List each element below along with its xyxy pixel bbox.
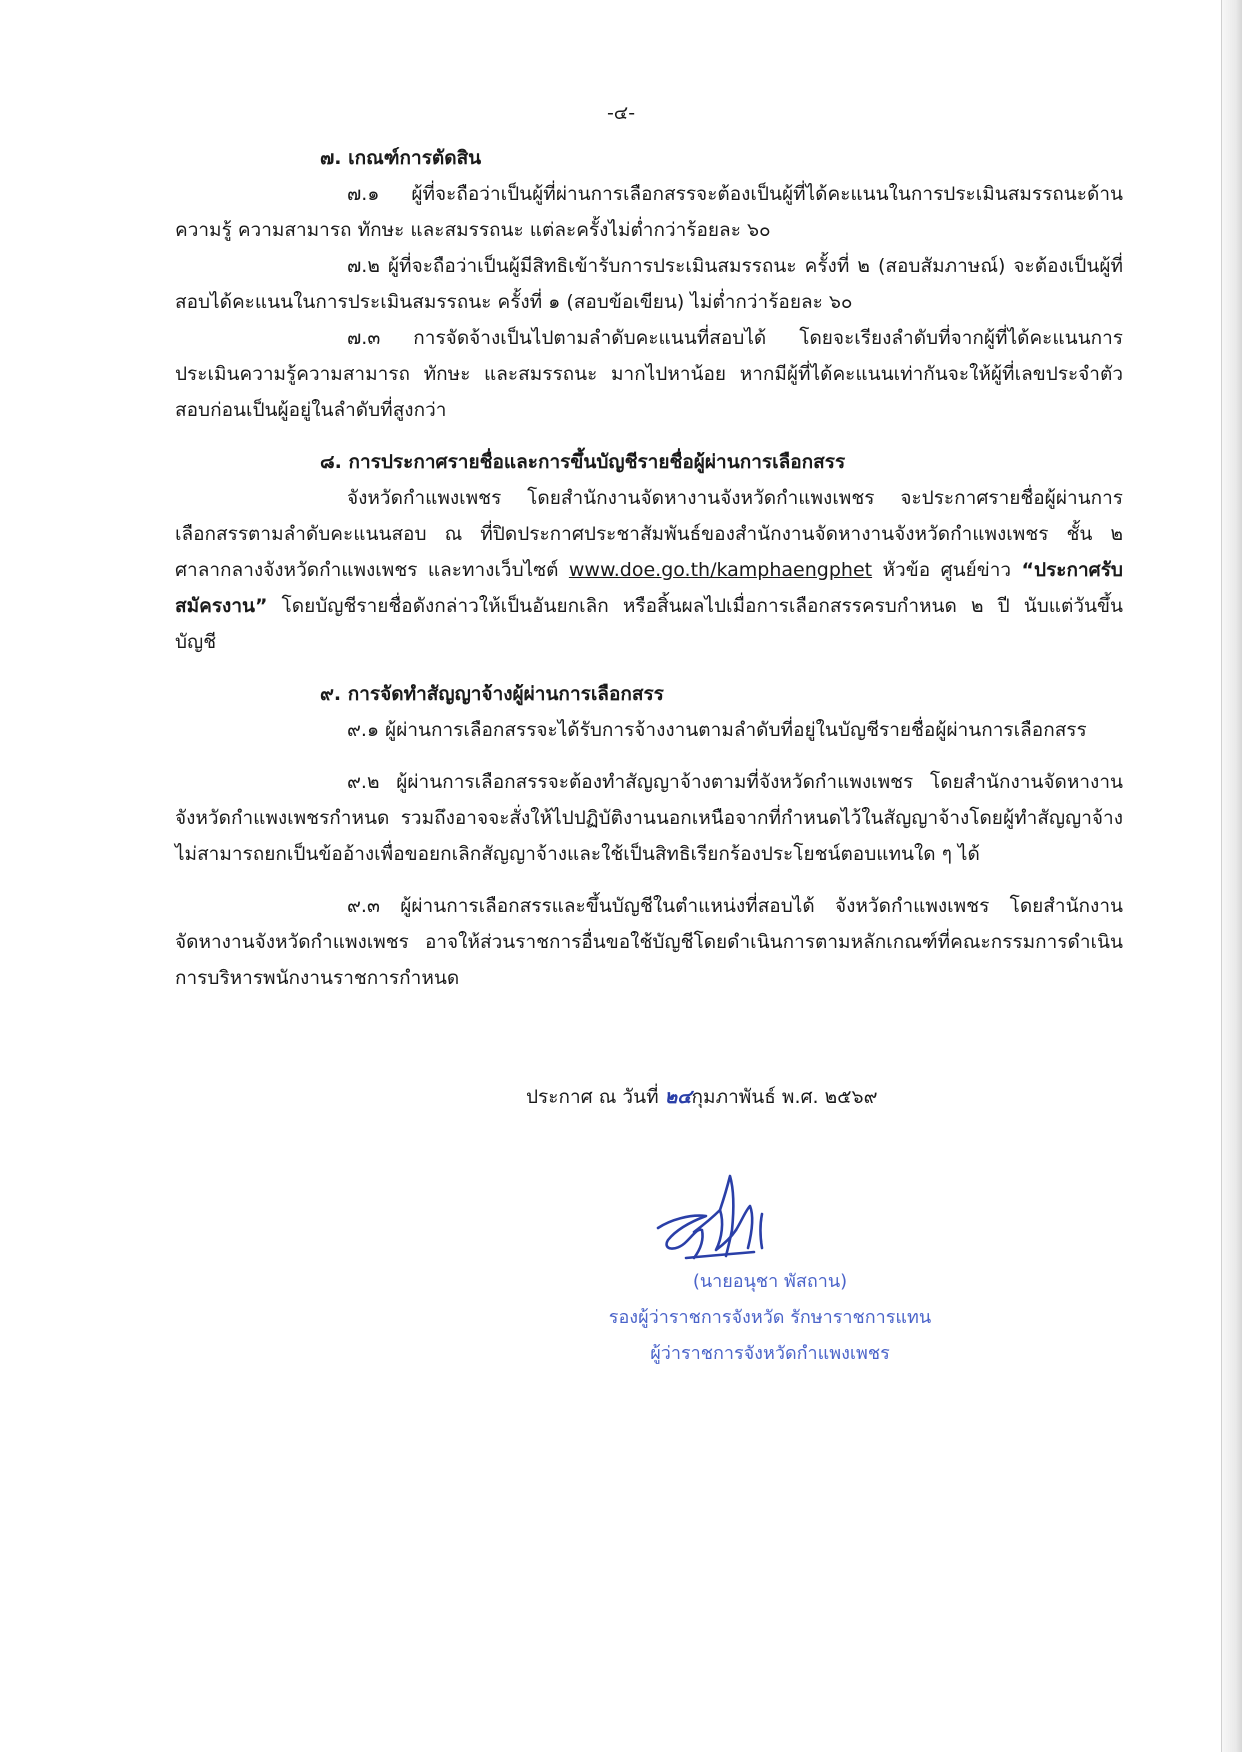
section-7-2: ๗.๒ ผู้ที่จะถือว่าเป็นผู้มีสิทธิเข้ารับการประเมินสมรรถนะ ครั้งที่ ๒ (สอบสัมภาษณ์) จะต้องเป็นผู้ที่สอบได้คะแนนในการประเมินสมรรถนะ ครั้งที่ ๑ (สอบข้อเขียน) ไม่ต่ำกว่าร้อยละ ๖๐ [175, 255, 1123, 313]
date-prefix: ประกาศ ณ วันที่ [526, 1086, 665, 1108]
document-body [175, 140, 1123, 996]
date-day: ๒๔ [664, 1086, 692, 1108]
section-9-1: ๙.๑ ผู้ผ่านการเลือกสรรจะได้รับการจ้างงานตามลำดับที่อยู่ในบัญชีรายชื่อผู้ผ่านการเลือกสรร [347, 719, 1087, 741]
section-7-3: ๗.๓ การจัดจ้างเป็นไปตามลำดับคะแนนที่สอบได้ โดยจะเรียงลำดับที่จากผู้ที่ได้คะแนนการประเมินความรู้ความสามารถ ทักษะ และสมรรถนะ มากไปหาน้อย หากมีผู้ที่ได้คะแนนเท่ากันจะให้ผู้ที่เลขประจำตัวสอบก่อนเป็นผู้อยู่ในลำดับที่สูงกว่า [175, 327, 1123, 421]
signer-position-1: รองผู้ว่าราชการจังหวัด รักษาราชการแทน [608, 1307, 932, 1328]
news-topic-quote: “ประกาศรับสมัครงาน” [175, 559, 1123, 617]
website-link[interactable]: www.doe.go.th/kamphaengphet [568, 559, 873, 581]
signer-position-2: ผู้ว่าราชการจังหวัดกำแพงเพชร [650, 1343, 890, 1364]
section-9-3: ๙.๓ ผู้ผ่านการเลือกสรรและขึ้นบัญชีในตำแหน่งที่สอบได้ จังหวัดกำแพงเพชร โดยสำนักงานจัดหางานจังหวัดกำแพงเพชร อาจให้ส่วนราชการอื่นขอใช้บัญชีโดยดำเนินการตามหลักเกณฑ์ที่คณะกรรมการดำเนินการบริหารพนักงานราชการกำหนด [175, 895, 1123, 989]
section-9-2: ๙.๒ ผู้ผ่านการเลือกสรรจะต้องทำสัญญาจ้างตามที่จังหวัดกำแพงเพชร โดยสำนักงานจัดหางานจังหวัดกำแพงเพชรกำหนด รวมถึงอาจจะสั่งให้ไปปฏิบัติงานนอกเหนือจากที่กำหนดไว้ในสัญญาจ้างโดยผู้ทำสัญญาจ้างไม่สามารถยกเป็นข้ออ้างเพื่อขอยกเลิกสัญญาจ้างและใช้เป็นสิทธิเรียกร้องประโยชน์ตอบแทนใด ๆ ได้ [175, 771, 1123, 865]
section-8-body [175, 480, 1123, 660]
section-8-text-b: หัวข้อ ศูนย์ข่าว [872, 559, 1022, 581]
section-8-text-a: จังหวัดกำแพงเพชร โดยสำนักงานจัดหางานจังหวัดกำแพงเพชร จะประกาศรายชื่อผู้ผ่านการเลือกสรรตามลำดับคะแนนสอบ ณ ที่ปิดประกาศประชาสัมพันธ์ของสำนักงานจัดหางานจังหวัดกำแพงเพชร ชั้น ๒ ศาลากลางจังหวัดกำแพงเพชร และทางเว็บไซต์ [175, 487, 1123, 581]
announcement-date [526, 1082, 878, 1112]
signer-block [540, 1264, 1000, 1372]
section-9-heading: ๙. การจัดทำสัญญาจ้างผู้ผ่านการเลือกสรร [320, 683, 664, 705]
signer-name: (นายอนุชา พัสถาน) [692, 1271, 848, 1292]
scan-edge-shadow [1221, 0, 1242, 1752]
section-8-text-c: โดยบัญชีรายชื่อดังกล่าวให้เป็นอันยกเลิก หรือสิ้นผลไปเมื่อการเลือกสรรครบกำหนด ๒ ปี นับแต่วันขึ้นบัญชี [175, 595, 1123, 653]
section-7-heading: ๗. เกณฑ์การตัดสิน [320, 147, 482, 169]
date-suffix: กุมภาพันธ์ พ.ศ. ๒๕๖๙ [691, 1086, 878, 1108]
page-number: -๔- [606, 102, 636, 124]
section-7-1: ๗.๑ ผู้ที่จะถือว่าเป็นผู้ที่ผ่านการเลือกสรรจะต้องเป็นผู้ที่ได้คะแนนในการประเมินสมรรถนะด้านความรู้ ความสามารถ ทักษะ และสมรรถนะ แต่ละครั้งไม่ต่ำกว่าร้อยละ ๖๐ [175, 183, 1123, 241]
section-8-heading: ๘. การประกาศรายชื่อและการขึ้นบัญชีรายชื่อผู้ผ่านการเลือกสรร [320, 451, 846, 473]
